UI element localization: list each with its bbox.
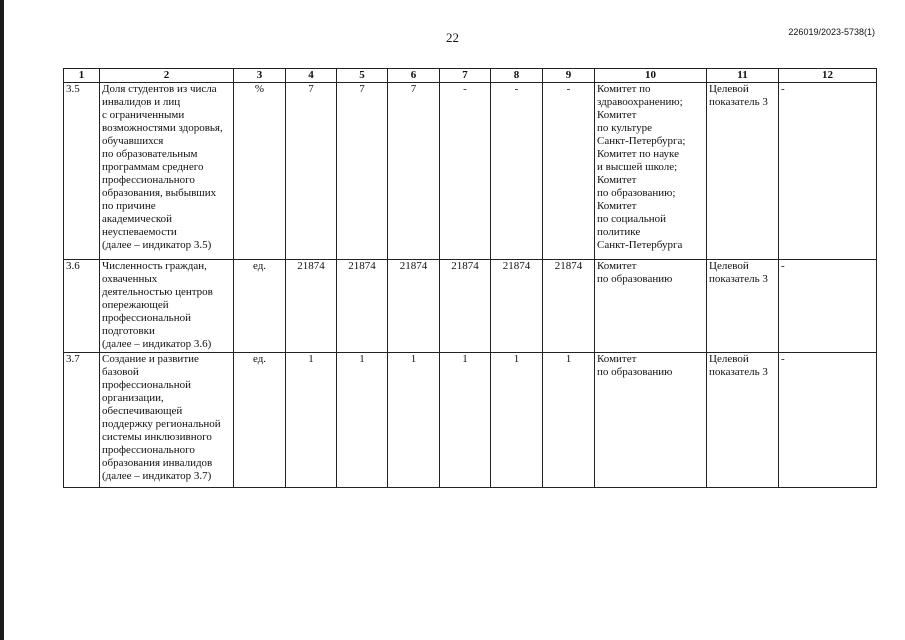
column-header-8: 8 — [491, 69, 543, 83]
table-row — [64, 83, 877, 260]
unit: % — [234, 83, 286, 260]
indicator-name: Численность граждан, охваченных деятельностью центров опережающей профессиональной подготовки (далее – индикатор 3.6) — [100, 260, 234, 353]
document-id: 226019/2023-5738(1) — [788, 27, 875, 37]
value-col-4: 7 — [286, 83, 337, 260]
value-col-8: - — [491, 83, 543, 260]
target-indicator: Целевой показатель 3 — [707, 353, 779, 488]
row-number: 3.6 — [64, 260, 100, 353]
value-col-4: 21874 — [286, 260, 337, 353]
column-header-3: 3 — [234, 69, 286, 83]
column-header-6: 6 — [388, 69, 440, 83]
responsible-executor: Комитет по здравоохранению; Комитет по культуре Санкт-Петербурга; Комитет по науке и высшей школе; Комитет по образованию; Комитет по социальной политике Санкт-Петербурга — [595, 83, 707, 260]
column-header-12: 12 — [779, 69, 877, 83]
note: - — [779, 83, 877, 260]
row-number: 3.7 — [64, 353, 100, 488]
table-row — [64, 353, 877, 488]
value-col-6: 1 — [388, 353, 440, 488]
value-col-7: 1 — [440, 353, 491, 488]
value-col-4: 1 — [286, 353, 337, 488]
value-col-7: - — [440, 83, 491, 260]
indicator-name: Создание и развитие базовой профессиональной организации, обеспечивающей поддержку региональной системы инклюзивного профессионального образования инвалидов (далее – индикатор 3.7) — [100, 353, 234, 488]
column-header-11: 11 — [707, 69, 779, 83]
value-col-5: 7 — [337, 83, 388, 260]
scan-left-edge — [0, 0, 4, 640]
value-col-6: 7 — [388, 83, 440, 260]
indicators-table — [63, 68, 877, 488]
table-row — [64, 260, 877, 353]
column-header-9: 9 — [543, 69, 595, 83]
responsible-executor: Комитет по образованию — [595, 353, 707, 488]
value-col-8: 1 — [491, 353, 543, 488]
unit: ед. — [234, 260, 286, 353]
table-header-row — [64, 69, 877, 83]
column-header-10: 10 — [595, 69, 707, 83]
note: - — [779, 260, 877, 353]
column-header-2: 2 — [100, 69, 234, 83]
indicator-name: Доля студентов из числа инвалидов и лиц с ограниченными возможностями здоровья, обучавшихся по образовательным программам среднего профессионального образования, выбывших по причине академической неуспеваемости (далее – индикатор 3.5) — [100, 83, 234, 260]
column-header-1: 1 — [64, 69, 100, 83]
unit: ед. — [234, 353, 286, 488]
value-col-5: 1 — [337, 353, 388, 488]
value-col-5: 21874 — [337, 260, 388, 353]
page-number: 22 — [446, 30, 459, 45]
responsible-executor: Комитет по образованию — [595, 260, 707, 353]
note: - — [779, 353, 877, 488]
value-col-9: 1 — [543, 353, 595, 488]
value-col-9: 21874 — [543, 260, 595, 353]
target-indicator: Целевой показатель 3 — [707, 260, 779, 353]
value-col-6: 21874 — [388, 260, 440, 353]
value-col-9: - — [543, 83, 595, 260]
value-col-8: 21874 — [491, 260, 543, 353]
column-header-7: 7 — [440, 69, 491, 83]
target-indicator: Целевой показатель 3 — [707, 83, 779, 260]
column-header-5: 5 — [337, 69, 388, 83]
column-header-4: 4 — [286, 69, 337, 83]
row-number: 3.5 — [64, 83, 100, 260]
value-col-7: 21874 — [440, 260, 491, 353]
